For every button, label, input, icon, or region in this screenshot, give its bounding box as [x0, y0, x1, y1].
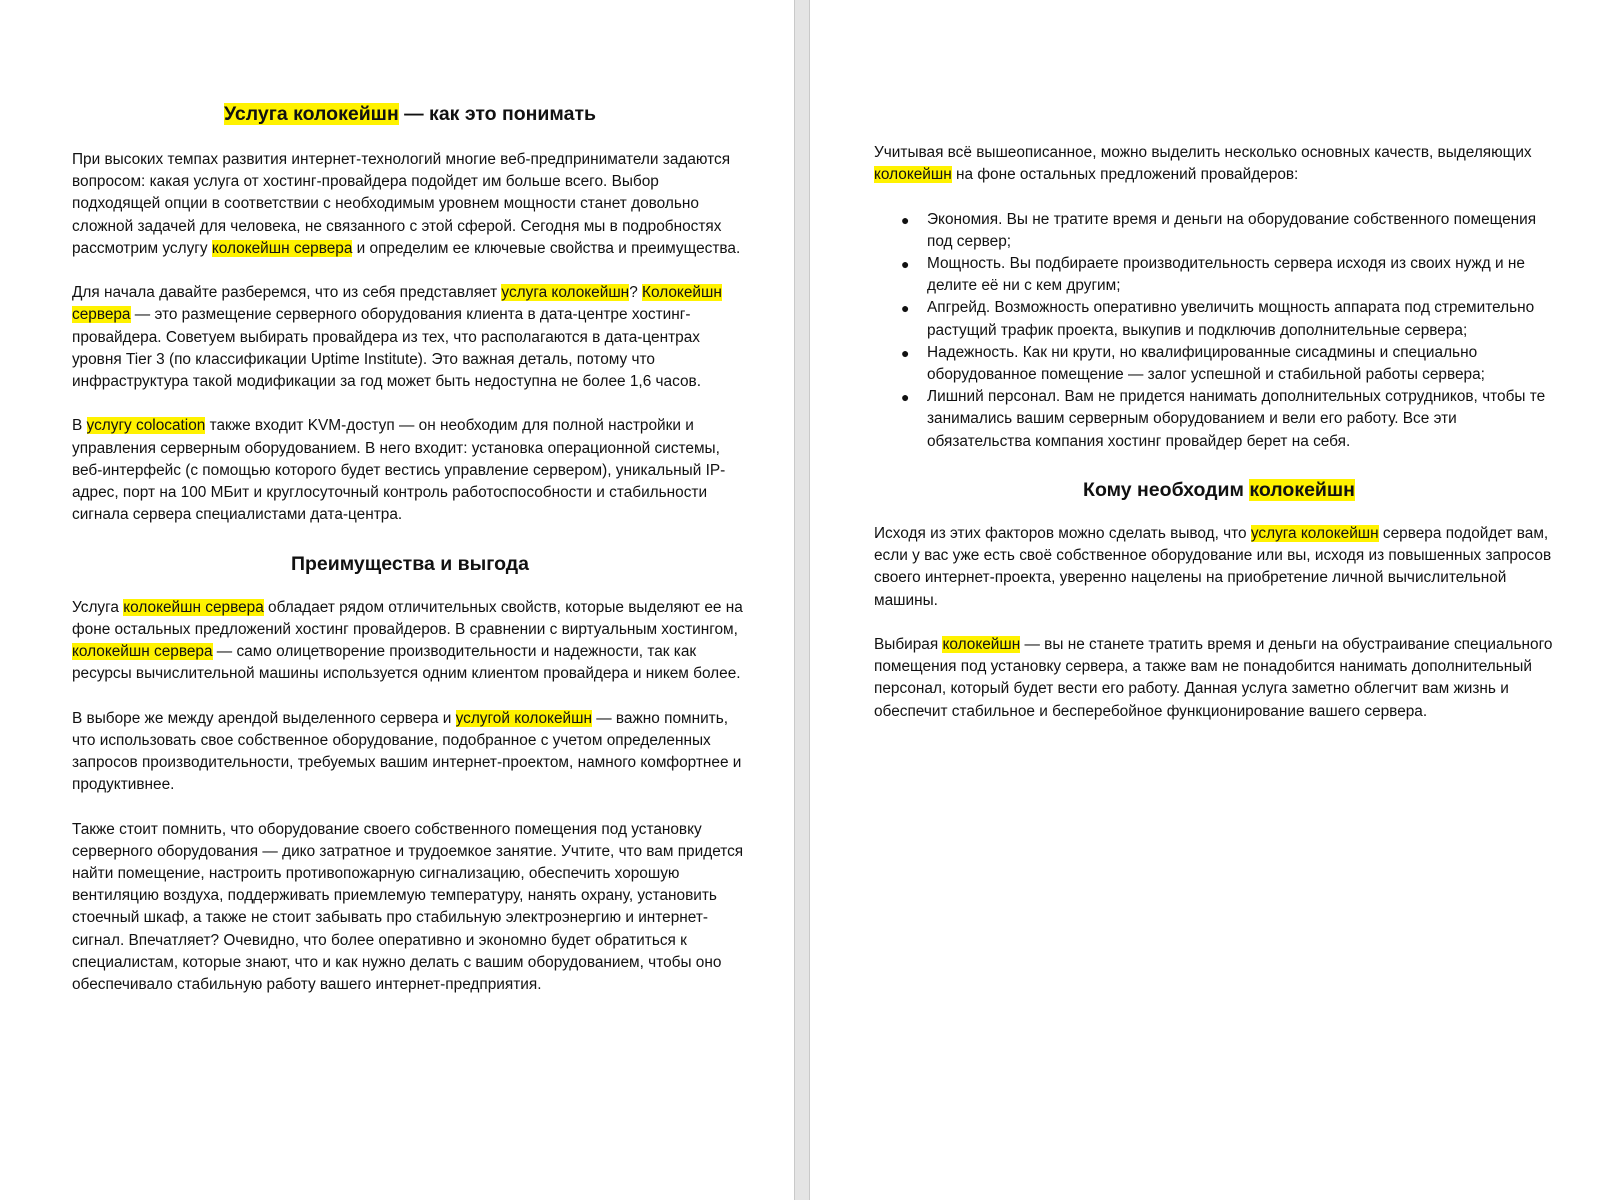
paragraph-kvm-access: В услугу colocation также входит KVM-доступ — он необходим для полной настройки и управления серверным оборудованием. В него входит: установка операционной системы, веб-интерфейс (с помощью которого будет вестись управление сервером), уникальный IP-адрес, порт на 100 МБит и круглосуточный контроль работоспособности и стабильности сигнала сервера специалистами дата-центра. [72, 417, 726, 524]
paragraph-intro: При высоких темпах развития интернет-технологий многие веб-предприниматели задаются вопросом: какая услуга от хостинг-провайдера подойдет им больше всего. Выбор подходящей опции в соответствии с необходимым уровнем мощности станет довольно сложной задачей для человека, не связанного с этой сферой. Сегодня мы в подробностях рассмотрим услугу колокейшн сервера и определим ее ключевые свойства и преимущества. [72, 151, 741, 257]
highlight: колокейшн [1249, 479, 1355, 502]
highlight: услуга колокейшн [501, 284, 630, 302]
list-item: ● Экономия. Вы не тратите время и деньги на оборудование собственного помещения под сервер; [901, 210, 1537, 250]
bullet-icon: ● [901, 256, 910, 272]
list-item: ● Мощность. Вы подбираете производительность сервера исходя из своих нужд и не делите её ни с кем другим; [901, 255, 1525, 295]
highlight: услугу colocation [86, 417, 206, 435]
highlight: услугой колокейшн [455, 709, 592, 727]
document-page-right [810, 0, 1600, 1200]
page-heading-colocation: Услуга колокейшн — как это понимать [224, 103, 596, 125]
paragraph-dedicated-comparison: В выборе же между арендой выделенного сервера и услугой колокейшн — важно помнить, что использовать свое собственное оборудование, подобранное с учетом определенных запросов производительности, требуемых вашим интернет-проектом, намного комфортнее и продуктивнее. [72, 709, 742, 794]
benefits-list [874, 209, 1564, 453]
page-gutter [794, 0, 810, 1200]
bullet-icon: ● [901, 300, 910, 317]
list-item: ● Апгрейд. Возможность оперативно увеличить мощность аппарата под стремительно растущий трафик проекта, выкупив и подключив дополнительные сервера; [901, 299, 1535, 339]
section-heading-who-needs: Кому необходим колокейшн [1083, 479, 1355, 502]
paragraph-definition: Для начала давайте разберемся, что из себя представляет услуга колокейшн? Колокейшн сервера — это размещение серверного оборудования клиента в дата-центре хостинг-провайдера. Советуем выбирать провайдера из тех, что располагаются в дата-центрах уровня Tier 3 (по классификации Uptime Institute). Это важная деталь, потому что инфраструктура такой модификации за год может быть недоступна не более 1,6 часов. [72, 284, 722, 391]
page-content-left [72, 99, 748, 1018]
highlight: услуга колокейшн [1250, 525, 1379, 543]
paragraph-advantages: Услуга колокейшн сервера обладает рядом отличительных свойств, которые выделяют ее на фоне остальных предложений хостинг провайдеров. В сравнении с виртуальным хостингом, колокейшн сервера — само олицетворение производительности и надежности, так как ресурсы вычислительной машины используется одним клиентом провайдера и никем более. [72, 598, 743, 683]
page-content-right [874, 142, 1564, 745]
paragraph-choosing: Выбирая колокейшн — вы не станете тратить время и деньги на обустраивание специального помещения под установку сервера, а также вам не понадобится нанимать дополнительный персонал, который будет вести его работу. Данная услуга заметно облегчит вам жизнь и обеспечит стабильное и бесперебойное функционирование вашего сервера. [874, 636, 1553, 720]
highlight: колокейшн сервера [211, 239, 353, 257]
highlight: колокейшн [942, 636, 1021, 654]
highlight: колокейшн [874, 166, 952, 184]
highlight: колокейшн сервера [72, 643, 213, 661]
highlight: колокейшн сервера [123, 598, 264, 616]
bullet-icon: ● [901, 389, 910, 406]
list-item: ● Надежность. Как ни крути, но квалифицированные сисадмины и специально оборудованное помещение — залог успешной и стабильной работы сервера; [901, 343, 1485, 384]
bullet-icon: ● [901, 344, 910, 361]
paragraph-conclusion: Исходя из этих факторов можно сделать вывод, что услуга колокейшн сервера подойдет вам, если у вас уже есть своё собственное оборудование или вы, исходя из повышенных запросов своего интернет-проекта, уверенно нацелены на приобретение личной вычислительной машины. [874, 525, 1552, 609]
highlight: Колокейшн сервера [72, 284, 722, 324]
bullet-icon: ● [901, 211, 910, 228]
document-page-left [0, 0, 794, 1200]
section-heading-advantages: Преимущества и выгода [291, 552, 529, 575]
list-item: ● Лишний персонал. Вам не придется нанимать дополнительных сотрудников, чтобы те занимались вашим серверным оборудованием и вели его работу. Все эти обязательства компания хостинг провайдер берет на себя. [901, 388, 1546, 450]
highlight: Услуга колокейшн [224, 103, 399, 125]
paragraph-own-premises: Также стоит помнить, что оборудование своего собственного помещения под установку серверного оборудования — дико затратное и трудоемкое занятие. Учтите, что вам придется найти помещение, настроить противопожарную сигнализацию, обеспечить хорошую вентиляцию воздуха, поддерживать приемлемую температуру, нанять охрану, установить стоечный шкаф, а также не стоит забывать про стабильную электроэнергию и интернет-сигнал. Впечатляет? Очевидно, что более оперативно и экономно будет обратиться к специалистам, которые знают, что и как нужно делать с вашим оборудованием, чтобы оно обеспечивало стабильную работу вашего интернет-предприятия. [72, 820, 744, 994]
paragraph-summary: Учитывая всё вышеописанное, можно выделить несколько основных качеств, выделяющих колокейшн на фоне остальных предложений провайдеров: [874, 144, 1532, 184]
